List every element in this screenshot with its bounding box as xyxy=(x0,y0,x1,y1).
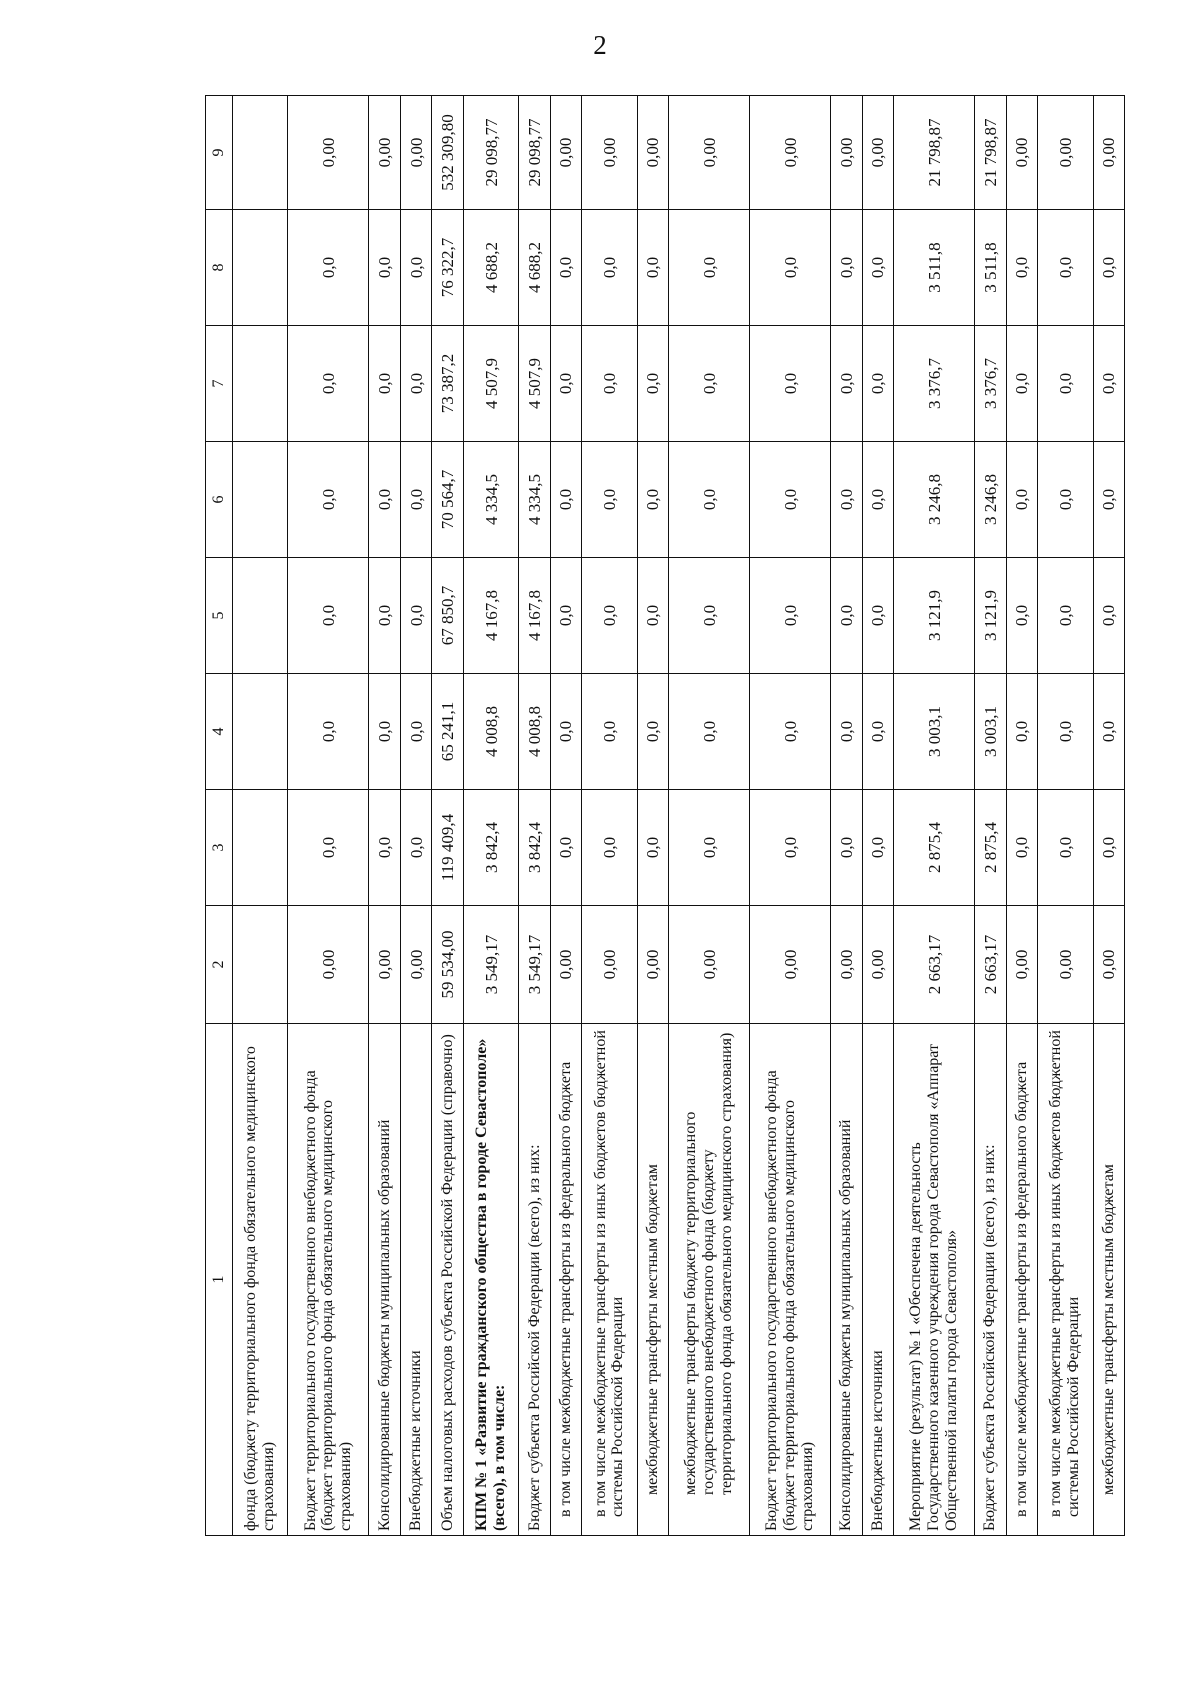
cell-value: 0,00 xyxy=(669,96,750,210)
cell-value: 3 376,7 xyxy=(975,326,1006,442)
cell-value: 0,00 xyxy=(550,96,581,210)
cell-value: 21 798,87 xyxy=(975,96,1006,210)
cell-value: 3 511,8 xyxy=(975,210,1006,326)
cell-value: 3 376,7 xyxy=(894,326,975,442)
table-row xyxy=(463,96,518,1536)
cell-value: 0,0 xyxy=(750,790,831,906)
cell-value: 0,0 xyxy=(750,442,831,558)
cell-value: 0,00 xyxy=(862,96,893,210)
cell-value xyxy=(233,326,288,442)
cell-value: 0,0 xyxy=(1093,790,1125,906)
row-label: Внебюджетные источники xyxy=(862,1024,893,1536)
cell-value: 0,00 xyxy=(831,906,862,1024)
cell-value: 4 507,9 xyxy=(463,326,518,442)
col-header: 3 xyxy=(206,790,233,906)
col-header: 9 xyxy=(206,96,233,210)
cell-value: 0,0 xyxy=(1093,210,1125,326)
cell-value: 0,0 xyxy=(288,210,369,326)
table-row xyxy=(637,96,668,1536)
cell-value: 0,0 xyxy=(862,326,893,442)
cell-value: 70 564,7 xyxy=(432,442,463,558)
cell-value: 0,0 xyxy=(550,442,581,558)
cell-value: 0,0 xyxy=(550,790,581,906)
cell-value: 0,00 xyxy=(1038,906,1093,1024)
row-label: в том числе межбюджетные трансферты из иных бюджетов бюджетной системы Российской Федерации xyxy=(1038,1024,1093,1536)
cell-value: 4 688,2 xyxy=(463,210,518,326)
table-row xyxy=(400,96,431,1536)
cell-value: 0,0 xyxy=(1093,326,1125,442)
row-label: в том числе межбюджетные трансферты из федерального бюджета xyxy=(1006,1024,1037,1536)
cell-value xyxy=(233,96,288,210)
cell-value: 3 842,4 xyxy=(463,790,518,906)
cell-value: 0,00 xyxy=(1038,96,1093,210)
cell-value: 0,0 xyxy=(637,442,668,558)
cell-value: 0,0 xyxy=(582,442,637,558)
cell-value: 0,00 xyxy=(750,906,831,1024)
cell-value: 0,0 xyxy=(550,326,581,442)
cell-value: 0,0 xyxy=(369,210,400,326)
cell-value: 0,0 xyxy=(831,790,862,906)
cell-value: 0,0 xyxy=(862,210,893,326)
table-row xyxy=(1038,96,1093,1536)
cell-value: 0,00 xyxy=(550,906,581,1024)
cell-value: 0,0 xyxy=(400,674,431,790)
cell-value xyxy=(233,558,288,674)
cell-value: 0,0 xyxy=(288,326,369,442)
cell-value: 0,0 xyxy=(669,558,750,674)
row-label: в том числе межбюджетные трансферты из федерального бюджета xyxy=(550,1024,581,1536)
cell-value: 0,00 xyxy=(862,906,893,1024)
table-row xyxy=(288,96,369,1536)
cell-value xyxy=(233,210,288,326)
cell-value: 0,0 xyxy=(582,210,637,326)
col-header: 2 xyxy=(206,906,233,1024)
cell-value: 0,00 xyxy=(288,96,369,210)
cell-value: 0,00 xyxy=(750,96,831,210)
cell-value: 0,0 xyxy=(637,210,668,326)
cell-value: 0,0 xyxy=(400,442,431,558)
cell-value: 21 798,87 xyxy=(894,96,975,210)
table-row xyxy=(831,96,862,1536)
cell-value: 0,0 xyxy=(750,326,831,442)
cell-value: 0,0 xyxy=(1038,210,1093,326)
cell-value: 0,0 xyxy=(400,558,431,674)
cell-value: 0,0 xyxy=(1006,790,1037,906)
cell-value: 0,0 xyxy=(582,790,637,906)
table-row xyxy=(233,96,288,1536)
cell-value: 0,00 xyxy=(582,96,637,210)
cell-value: 4 507,9 xyxy=(519,326,550,442)
cell-value: 0,0 xyxy=(550,674,581,790)
row-label: Бюджет субъекта Российской Федерации (всего), из них: xyxy=(519,1024,550,1536)
cell-value: 0,0 xyxy=(369,674,400,790)
cell-value: 0,00 xyxy=(582,906,637,1024)
cell-value: 0,0 xyxy=(1006,210,1037,326)
cell-value: 0,00 xyxy=(637,906,668,1024)
cell-value: 0,0 xyxy=(669,326,750,442)
cell-value: 0,00 xyxy=(1093,96,1125,210)
cell-value: 0,0 xyxy=(862,442,893,558)
col-header: 5 xyxy=(206,558,233,674)
cell-value: 2 875,4 xyxy=(894,790,975,906)
cell-value: 0,00 xyxy=(369,96,400,210)
page-number: 2 xyxy=(593,30,607,60)
cell-value: 3 842,4 xyxy=(519,790,550,906)
cell-value: 0,00 xyxy=(831,96,862,210)
cell-value: 4 334,5 xyxy=(519,442,550,558)
cell-value: 59 534,00 xyxy=(432,906,463,1024)
cell-value: 0,0 xyxy=(669,442,750,558)
cell-value: 0,0 xyxy=(1038,790,1093,906)
cell-value: 0,0 xyxy=(831,210,862,326)
cell-value: 0,00 xyxy=(637,96,668,210)
cell-value: 0,0 xyxy=(669,790,750,906)
table-row xyxy=(862,96,893,1536)
cell-value: 0,0 xyxy=(369,326,400,442)
row-label: межбюджетные трансферты местным бюджетам xyxy=(637,1024,668,1536)
cell-value: 0,0 xyxy=(288,674,369,790)
cell-value: 0,00 xyxy=(288,906,369,1024)
cell-value: 0,0 xyxy=(637,558,668,674)
cell-value: 0,00 xyxy=(369,906,400,1024)
table-row xyxy=(582,96,637,1536)
cell-value: 0,00 xyxy=(669,906,750,1024)
cell-value xyxy=(233,906,288,1024)
cell-value: 0,0 xyxy=(400,326,431,442)
cell-value: 3 121,9 xyxy=(975,558,1006,674)
cell-value: 0,00 xyxy=(1006,906,1037,1024)
cell-value: 0,0 xyxy=(288,558,369,674)
cell-value: 4 167,8 xyxy=(463,558,518,674)
col-header: 4 xyxy=(206,674,233,790)
row-label: Мероприятие (результат) № 1 «Обеспечена деятельность Государственного казенного учреждения города Севастополя «Аппарат Общественной палаты города Севастополя» xyxy=(894,1024,975,1536)
cell-value: 0,0 xyxy=(1038,326,1093,442)
cell-value: 2 875,4 xyxy=(975,790,1006,906)
row-label: межбюджетные трансферты бюджету территориального государственного внебюджетного фонда (бюджету территориального фонда обязательного медицинского страхования) xyxy=(669,1024,750,1536)
header-row xyxy=(206,96,233,1536)
cell-value: 0,0 xyxy=(369,558,400,674)
row-label: в том числе межбюджетные трансферты из иных бюджетов бюджетной системы Российской Федерации xyxy=(582,1024,637,1536)
cell-value: 0,0 xyxy=(831,558,862,674)
cell-value: 67 850,7 xyxy=(432,558,463,674)
cell-value xyxy=(233,674,288,790)
cell-value: 0,0 xyxy=(750,674,831,790)
row-label: Консолидированные бюджеты муниципальных образований xyxy=(831,1024,862,1536)
row-label: Объем налоговых расходов субъекта Российской Федерации (справочно) xyxy=(432,1024,463,1536)
cell-value: 0,00 xyxy=(400,96,431,210)
cell-value: 3 121,9 xyxy=(894,558,975,674)
table-row xyxy=(519,96,550,1536)
row-label: Бюджет территориального государственного внебюджетного фонда (бюджет территориального фонда обязательного медицинского страхования) xyxy=(288,1024,369,1536)
cell-value: 29 098,77 xyxy=(519,96,550,210)
col-header: 7 xyxy=(206,326,233,442)
cell-value: 0,0 xyxy=(862,790,893,906)
cell-value: 0,0 xyxy=(1038,558,1093,674)
table-row xyxy=(669,96,750,1536)
cell-value: 65 241,1 xyxy=(432,674,463,790)
cell-value: 73 387,2 xyxy=(432,326,463,442)
cell-value: 0,0 xyxy=(550,558,581,674)
row-label: фонда (бюджету территориального фонда обязательного медицинского страхования) xyxy=(233,1024,288,1536)
row-label: Консолидированные бюджеты муниципальных образований xyxy=(369,1024,400,1536)
cell-value: 0,00 xyxy=(400,906,431,1024)
budget-table xyxy=(205,95,1125,1536)
cell-value: 3 549,17 xyxy=(463,906,518,1024)
cell-value: 3 003,1 xyxy=(975,674,1006,790)
row-label: КПМ № 1 «Развитие гражданского общества в городе Севастополе» (всего), в том числе: xyxy=(463,1024,518,1536)
cell-value: 0,0 xyxy=(862,674,893,790)
cell-value: 3 003,1 xyxy=(894,674,975,790)
cell-value: 0,0 xyxy=(669,674,750,790)
cell-value: 3 549,17 xyxy=(519,906,550,1024)
cell-value: 0,0 xyxy=(550,210,581,326)
cell-value: 0,0 xyxy=(1093,558,1125,674)
cell-value: 0,0 xyxy=(400,790,431,906)
cell-value: 0,0 xyxy=(637,674,668,790)
cell-value: 4 008,8 xyxy=(519,674,550,790)
cell-value: 0,0 xyxy=(582,558,637,674)
table-row xyxy=(975,96,1006,1536)
cell-value: 4 167,8 xyxy=(519,558,550,674)
cell-value: 4 688,2 xyxy=(519,210,550,326)
cell-value: 4 008,8 xyxy=(463,674,518,790)
table-row xyxy=(432,96,463,1536)
table-row xyxy=(894,96,975,1536)
cell-value: 0,0 xyxy=(369,790,400,906)
cell-value: 0,0 xyxy=(750,558,831,674)
col-header: 1 xyxy=(206,1024,233,1536)
row-label: Внебюджетные источники xyxy=(400,1024,431,1536)
row-label: межбюджетные трансферты местным бюджетам xyxy=(1093,1024,1125,1536)
cell-value: 0,0 xyxy=(582,326,637,442)
cell-value: 0,0 xyxy=(288,442,369,558)
cell-value: 0,0 xyxy=(1006,326,1037,442)
cell-value: 3 246,8 xyxy=(894,442,975,558)
cell-value xyxy=(233,442,288,558)
cell-value: 0,0 xyxy=(288,790,369,906)
cell-value: 0,0 xyxy=(1093,674,1125,790)
cell-value: 0,0 xyxy=(669,210,750,326)
cell-value: 2 663,17 xyxy=(894,906,975,1024)
table-row xyxy=(369,96,400,1536)
cell-value: 0,0 xyxy=(862,558,893,674)
cell-value: 3 246,8 xyxy=(975,442,1006,558)
cell-value: 0,0 xyxy=(831,326,862,442)
cell-value: 0,0 xyxy=(637,790,668,906)
col-header: 6 xyxy=(206,442,233,558)
row-label: Бюджет субъекта Российской Федерации (всего), из них: xyxy=(975,1024,1006,1536)
table-row xyxy=(1093,96,1125,1536)
table-row xyxy=(1006,96,1037,1536)
cell-value: 0,0 xyxy=(831,442,862,558)
cell-value: 0,0 xyxy=(1038,442,1093,558)
cell-value: 0,0 xyxy=(400,210,431,326)
cell-value: 532 309,80 xyxy=(432,96,463,210)
cell-value: 0,0 xyxy=(1038,674,1093,790)
cell-value xyxy=(233,790,288,906)
cell-value: 0,0 xyxy=(831,674,862,790)
cell-value: 0,0 xyxy=(1006,442,1037,558)
cell-value: 29 098,77 xyxy=(463,96,518,210)
col-header: 8 xyxy=(206,210,233,326)
cell-value: 0,0 xyxy=(369,442,400,558)
cell-value: 0,0 xyxy=(637,326,668,442)
cell-value: 0,00 xyxy=(1006,96,1037,210)
table-body xyxy=(206,96,1125,1536)
cell-value: 4 334,5 xyxy=(463,442,518,558)
cell-value: 3 511,8 xyxy=(894,210,975,326)
row-label: Бюджет территориального государственного внебюджетного фонда (бюджет территориального фонда обязательного медицинского страхования) xyxy=(750,1024,831,1536)
cell-value: 0,0 xyxy=(1006,558,1037,674)
cell-value: 0,0 xyxy=(582,674,637,790)
rotated-table-wrapper xyxy=(205,96,1125,1536)
cell-value: 0,0 xyxy=(750,210,831,326)
table-row xyxy=(550,96,581,1536)
cell-value: 0,0 xyxy=(1006,674,1037,790)
cell-value: 2 663,17 xyxy=(975,906,1006,1024)
cell-value: 0,0 xyxy=(1093,442,1125,558)
table-row xyxy=(750,96,831,1536)
cell-value: 119 409,4 xyxy=(432,790,463,906)
cell-value: 0,00 xyxy=(1093,906,1125,1024)
cell-value: 76 322,7 xyxy=(432,210,463,326)
